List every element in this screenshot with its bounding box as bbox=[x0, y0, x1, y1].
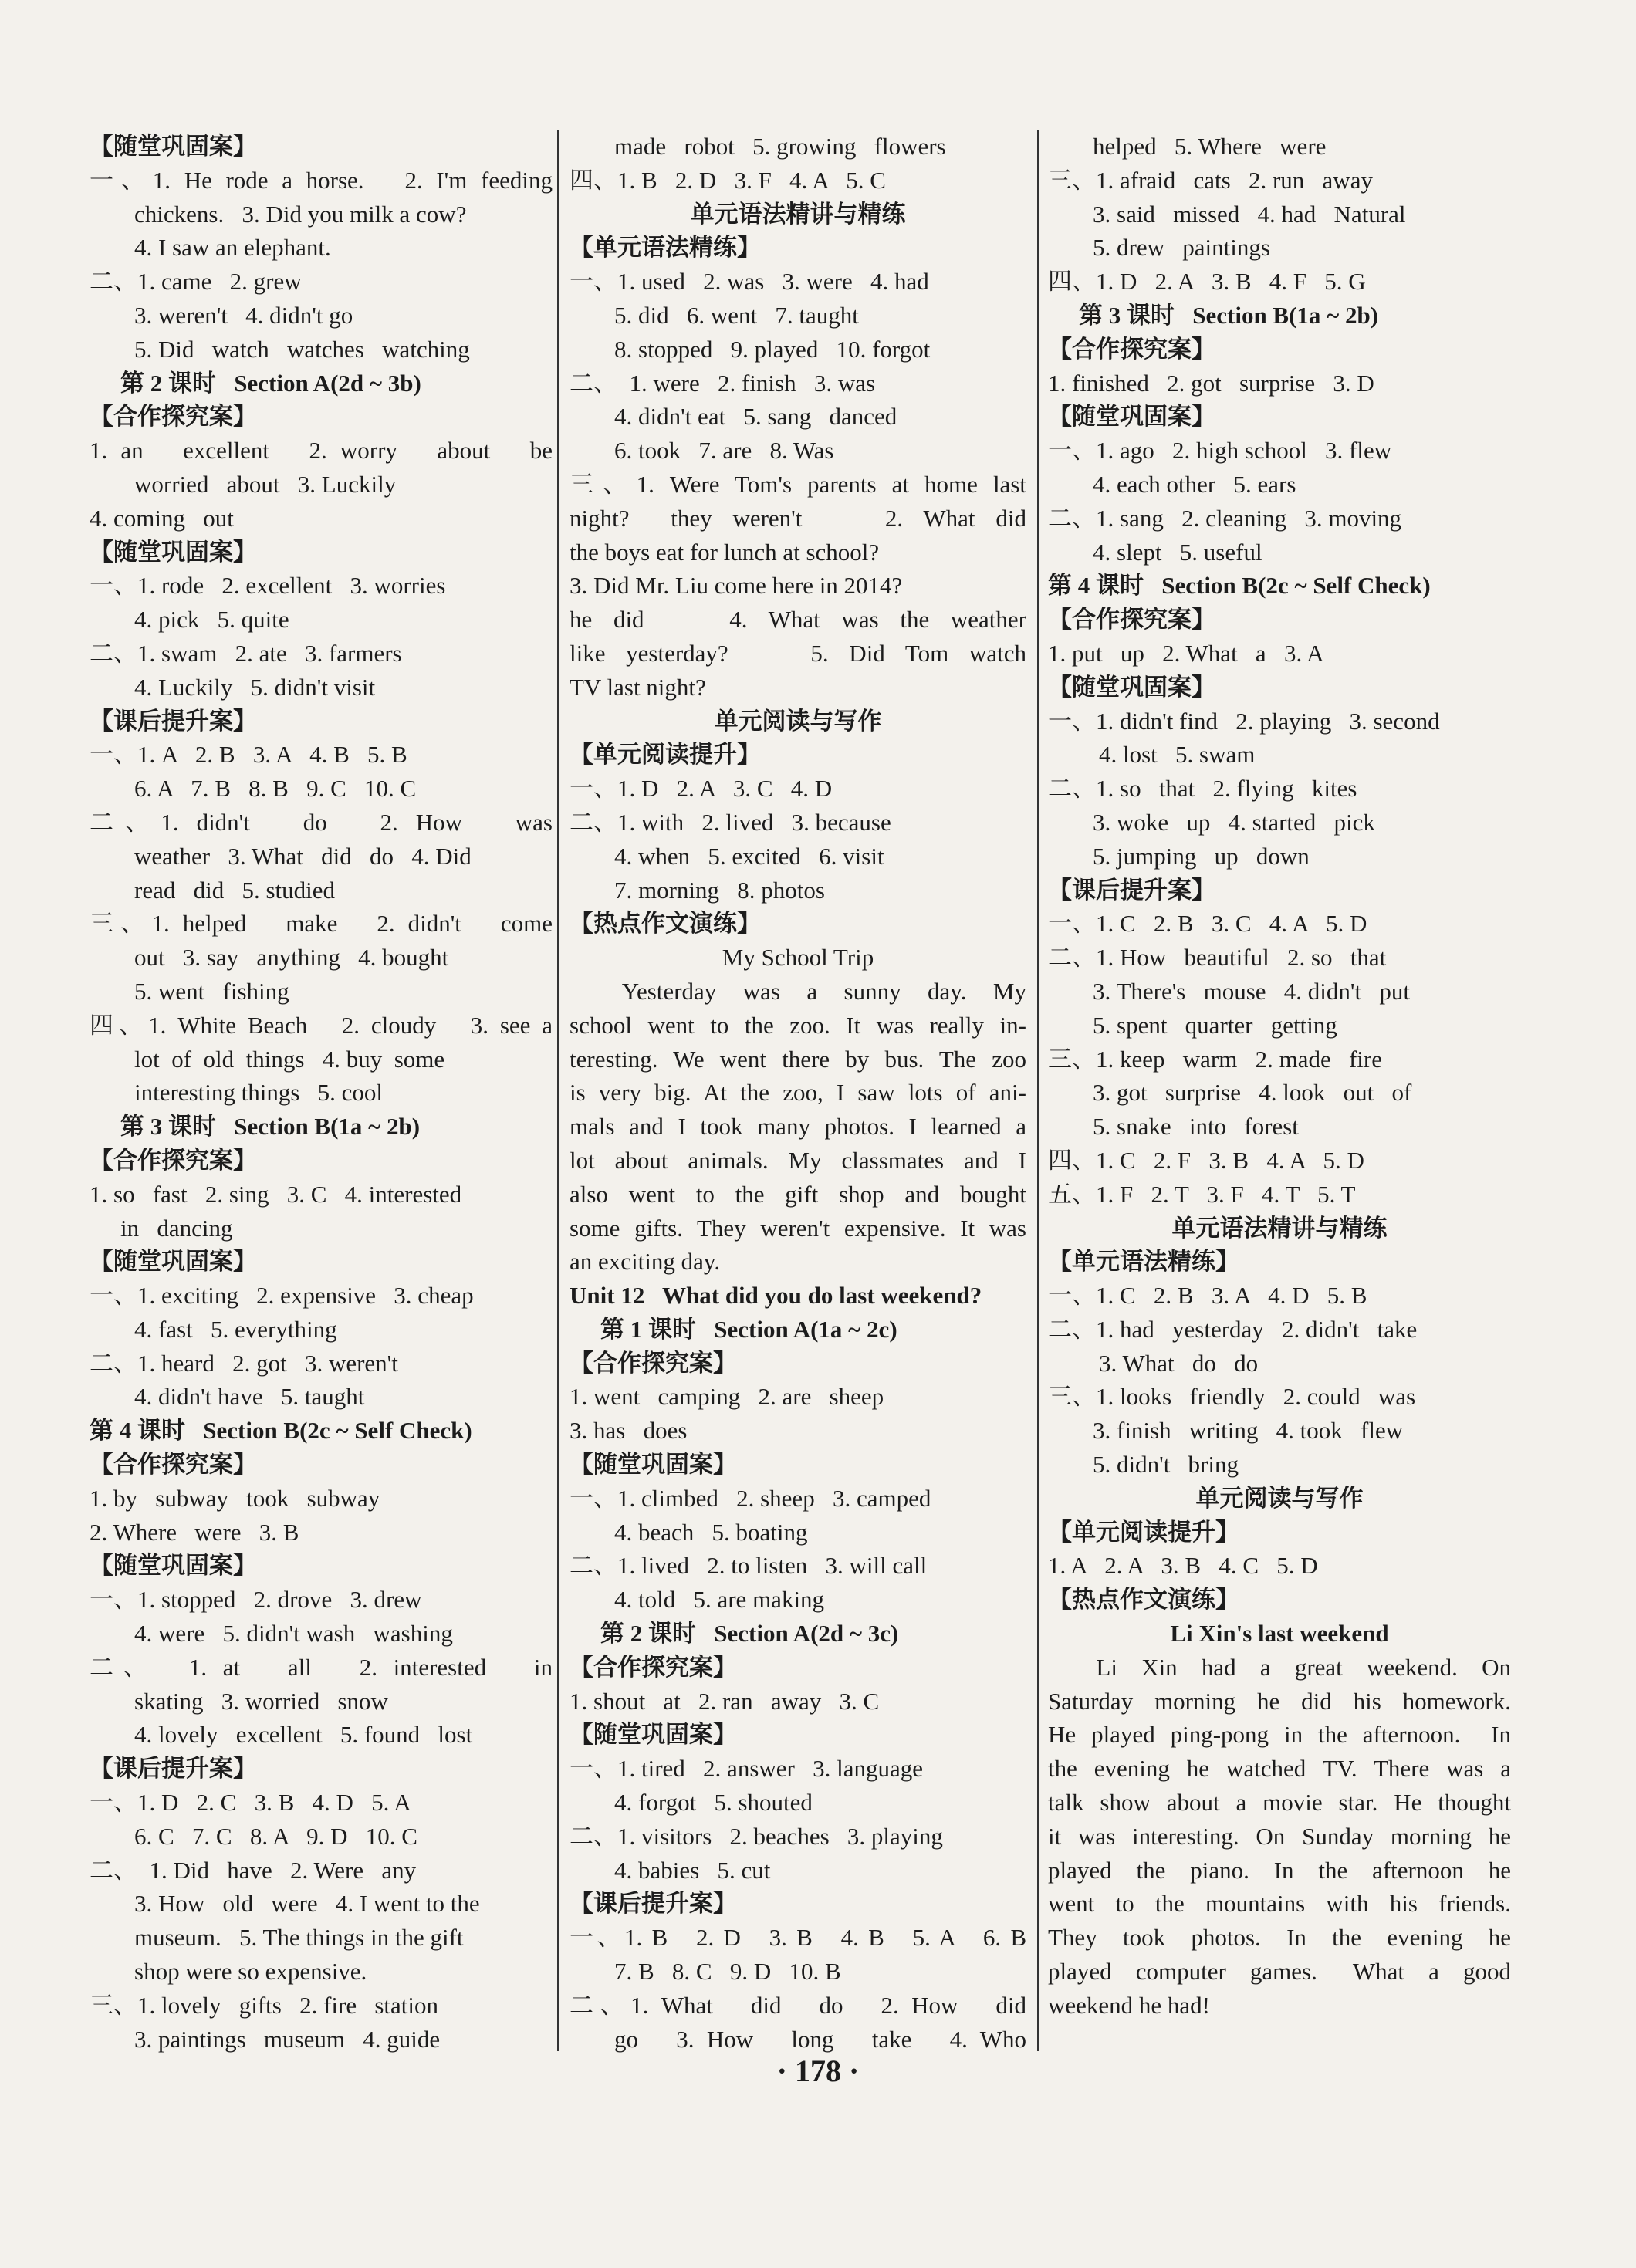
column-divider-right bbox=[1037, 130, 1039, 2051]
section-heading: 第 2 课时 Section A(2d ~ 3c) bbox=[600, 1620, 899, 1648]
answer-line: Saturday morning he did his homework. bbox=[1048, 1687, 1511, 1715]
answer-line: 一、1. rode 2. excellent 3. worries bbox=[90, 572, 446, 600]
answer-line: 6. C 7. C 8. A 9. D 10. C bbox=[134, 1822, 417, 1850]
section-heading: 【随堂巩固案】 bbox=[570, 1451, 737, 1479]
answer-line: 4. beach 5. boating bbox=[614, 1518, 808, 1546]
answer-line: 4. were 5. didn't wash washing bbox=[134, 1620, 453, 1648]
answer-line: lot about animals. My classmates and I bbox=[570, 1146, 1026, 1174]
answer-line: 4. lovely excellent 5. found lost bbox=[134, 1721, 473, 1749]
section-heading: 单元阅读与写作 bbox=[1195, 1484, 1364, 1512]
answer-line: made robot 5. growing flowers bbox=[614, 133, 946, 160]
answer-line: skating 3. worried snow bbox=[134, 1687, 388, 1715]
section-heading: 【合作探究案】 bbox=[570, 1349, 737, 1377]
answer-line: 三、1. keep warm 2. made fire bbox=[1048, 1045, 1383, 1073]
answer-line: 1. put up 2. What a 3. A bbox=[1048, 639, 1324, 667]
answer-line: 4. coming out bbox=[90, 504, 234, 532]
answer-line: 5. did 6. went 7. taught bbox=[614, 301, 859, 329]
answer-line: 二、1. sang 2. cleaning 3. moving bbox=[1048, 504, 1402, 532]
section-heading: 【课后提升案】 bbox=[90, 707, 257, 735]
answer-line: 4. when 5. excited 6. visit bbox=[614, 842, 884, 870]
section-heading: 第 4 课时 Section B(2c ~ Self Check) bbox=[90, 1417, 472, 1445]
answer-line: 一、1. used 2. was 3. were 4. had bbox=[570, 268, 929, 296]
answer-line: 7. morning 8. photos bbox=[614, 876, 825, 904]
answer-line: TV last night? bbox=[570, 673, 706, 701]
answer-column-right bbox=[1048, 130, 1511, 2023]
answer-line: 一、1. climbed 2. sheep 3. camped bbox=[570, 1484, 931, 1512]
answer-line: 三、1. Were Tom's parents at home last bbox=[570, 470, 1026, 498]
section-heading: 【随堂巩固案】 bbox=[90, 1552, 257, 1580]
answer-line: 4. didn't eat 5. sang danced bbox=[614, 403, 897, 431]
answer-line: 3. paintings museum 4. guide bbox=[134, 2025, 441, 2053]
answer-line: 4. fast 5. everything bbox=[134, 1315, 337, 1343]
answer-line: like yesterday? 5. Did Tom watch bbox=[570, 639, 1026, 667]
answer-line: 6. A 7. B 8. B 9. C 10. C bbox=[134, 775, 417, 803]
answer-line: the evening he watched TV. There was a bbox=[1048, 1755, 1511, 1783]
answer-line: out 3. say anything 4. bought bbox=[134, 944, 449, 972]
section-heading: 【课后提升案】 bbox=[90, 1755, 257, 1783]
answer-line: 二、1. had yesterday 2. didn't take bbox=[1048, 1315, 1418, 1343]
answer-line: some gifts. They weren't expensive. It was bbox=[570, 1214, 1026, 1242]
answer-line: 二、1. swam 2. ate 3. farmers bbox=[90, 639, 402, 667]
answer-line: 一、1. B 2. D 3. B 4. B 5. A 6. B bbox=[570, 1924, 1026, 1952]
answer-line: 五、1. F 2. T 3. F 4. T 5. T bbox=[1048, 1180, 1356, 1208]
answer-line: went to the mountains with his friends. bbox=[1048, 1890, 1511, 1918]
answer-line: 4. forgot 5. shouted bbox=[614, 1789, 813, 1817]
answer-line: he did 4. What was the weather bbox=[570, 606, 1026, 634]
section-heading: 【合作探究案】 bbox=[1048, 606, 1215, 634]
answer-line: 二、 1. at all 2. interested in bbox=[90, 1653, 553, 1681]
answer-line: 3. What do do bbox=[1099, 1349, 1259, 1377]
answer-line: 二、 1. were 2. finish 3. was bbox=[570, 369, 876, 397]
answer-line: 一、1. exciting 2. expensive 3. cheap bbox=[90, 1282, 474, 1310]
answer-line: 二、1. visitors 2. beaches 3. playing bbox=[570, 1822, 943, 1850]
answer-line: He played ping-pong in the afternoon. In bbox=[1048, 1721, 1511, 1749]
answer-line: 一、1. stopped 2. drove 3. drew bbox=[90, 1586, 422, 1614]
answer-line: is very big. At the zoo, I saw lots of ani- bbox=[570, 1079, 1026, 1107]
section-heading: 【单元阅读提升】 bbox=[1048, 1518, 1239, 1546]
section-heading: 【随堂巩固案】 bbox=[1048, 673, 1215, 701]
answer-line: 一、1. ago 2. high school 3. flew bbox=[1048, 437, 1392, 465]
section-heading: 【单元语法精练】 bbox=[1048, 1248, 1239, 1276]
section-heading: 第 2 课时 Section A(2d ~ 3b) bbox=[120, 369, 421, 397]
section-heading: 【课后提升案】 bbox=[570, 1890, 737, 1918]
section-heading: 【合作探究案】 bbox=[90, 403, 257, 431]
answer-column-left bbox=[90, 130, 553, 2056]
answer-line: 2. Where were 3. B bbox=[90, 1518, 299, 1546]
answer-column-middle bbox=[570, 130, 1026, 2056]
answer-line: mals and I took many photos. I learned a bbox=[570, 1113, 1026, 1141]
section-heading: 第 3 课时 Section B(1a ~ 2b) bbox=[120, 1113, 421, 1141]
answer-line: go 3. How long take 4. Who bbox=[614, 2025, 1026, 2053]
section-heading: 【合作探究案】 bbox=[1048, 335, 1215, 363]
section-heading: 【单元阅读提升】 bbox=[570, 741, 761, 769]
answer-line: 1. A 2. A 3. B 4. C 5. D bbox=[1048, 1552, 1318, 1580]
answer-line: 一、1. D 2. C 3. B 4. D 5. A bbox=[90, 1789, 411, 1817]
answer-line: lot of old things 4. buy some bbox=[134, 1045, 445, 1073]
section-heading: 【合作探究案】 bbox=[570, 1653, 737, 1681]
answer-line: worried about 3. Luckily bbox=[134, 470, 397, 498]
answer-line: weekend he had! bbox=[1048, 1991, 1211, 2019]
answer-line: an exciting day. bbox=[570, 1248, 721, 1276]
answer-line: played the piano. In the afternoon he bbox=[1048, 1856, 1511, 1884]
section-heading: 【随堂巩固案】 bbox=[90, 1248, 257, 1276]
answer-line: the boys eat for lunch at school? bbox=[570, 538, 880, 566]
answer-line: also went to the gift shop and bought bbox=[570, 1180, 1026, 1208]
answer-line: 1. shout at 2. ran away 3. C bbox=[570, 1687, 880, 1715]
answer-line: helped 5. Where were bbox=[1093, 133, 1327, 160]
section-heading: Unit 12 What did you do last weekend? bbox=[570, 1282, 982, 1310]
answer-line: shop were so expensive. bbox=[134, 1958, 367, 1986]
answer-line: 三、1. helped make 2. didn't come bbox=[90, 910, 553, 938]
answer-line: talk show about a movie star. He thought bbox=[1048, 1789, 1511, 1817]
answer-line: 二、1. with 2. lived 3. because bbox=[570, 808, 891, 836]
answer-line: 1. an excellent 2. worry about be bbox=[90, 437, 553, 465]
answer-line: 4. I saw an elephant. bbox=[134, 234, 331, 262]
section-heading: 【随堂巩固案】 bbox=[90, 538, 257, 566]
answer-line: 7. B 8. C 9. D 10. B bbox=[614, 1958, 841, 1986]
answer-line: 一、1. didn't find 2. playing 3. second bbox=[1048, 707, 1440, 735]
answer-line: 3. woke up 4. started pick bbox=[1093, 808, 1375, 836]
answer-line: teresting. We went there by bus. The zoo bbox=[570, 1045, 1026, 1073]
answer-line: 二、1. didn't do 2. How was bbox=[90, 808, 553, 836]
section-heading: 【随堂巩固案】 bbox=[90, 133, 257, 160]
answer-line: Li Xin had a great weekend. On bbox=[1048, 1653, 1511, 1681]
answer-line: My School Trip bbox=[722, 944, 874, 972]
section-heading: 【随堂巩固案】 bbox=[1048, 403, 1215, 431]
section-heading: 单元阅读与写作 bbox=[714, 707, 882, 735]
section-heading: 第 3 课时 Section B(1a ~ 2b) bbox=[1079, 301, 1379, 329]
answer-line: They took photos. In the evening he bbox=[1048, 1924, 1511, 1952]
section-heading: 【合作探究案】 bbox=[90, 1146, 257, 1174]
answer-line: Yesterday was a sunny day. My bbox=[570, 977, 1026, 1005]
answer-line: museum. 5. The things in the gift bbox=[134, 1924, 464, 1952]
section-heading: 【课后提升案】 bbox=[1048, 876, 1215, 904]
answer-line: 二、1. What did do 2. How did bbox=[570, 1991, 1026, 2019]
answer-line: chickens. 3. Did you milk a cow? bbox=[134, 200, 467, 228]
answer-line: 二、1. so that 2. flying kites bbox=[1048, 775, 1357, 803]
section-heading: 单元语法精讲与精练 bbox=[1171, 1214, 1388, 1242]
answer-line: 3. has does bbox=[570, 1417, 688, 1445]
answer-line: 3. There's mouse 4. didn't put bbox=[1093, 977, 1410, 1005]
section-heading: 【热点作文演练】 bbox=[1048, 1586, 1239, 1614]
answer-line: 一、1. He rode a horse. 2. I'm feeding bbox=[90, 166, 553, 194]
answer-line: 四、1. C 2. F 3. B 4. A 5. D bbox=[1048, 1146, 1364, 1174]
section-heading: 【单元语法精练】 bbox=[570, 234, 761, 262]
answer-line: night? they weren't 2. What did bbox=[570, 504, 1026, 532]
answer-line: 四、1. B 2. D 3. F 4. A 5. C bbox=[570, 166, 886, 194]
answer-line: 6. took 7. are 8. Was bbox=[614, 437, 834, 465]
answer-line: 5. Did watch watches watching bbox=[134, 335, 470, 363]
answer-line: 5. spent quarter getting bbox=[1093, 1011, 1337, 1039]
answer-line: 三、1. lovely gifts 2. fire station bbox=[90, 1991, 439, 2019]
section-heading: Li Xin's last weekend bbox=[1170, 1620, 1389, 1648]
answer-line: 二、1. How beautiful 2. so that bbox=[1048, 944, 1387, 972]
answer-line: 二、1. lived 2. to listen 3. will call bbox=[570, 1552, 928, 1580]
section-heading: 【合作探究案】 bbox=[90, 1451, 257, 1479]
answer-line: 1. by subway took subway bbox=[90, 1484, 380, 1512]
answer-line: 一、1. tired 2. answer 3. language bbox=[570, 1755, 923, 1783]
answer-line: 5. drew paintings bbox=[1093, 234, 1270, 262]
answer-line: 一、1. C 2. B 3. A 4. D 5. B bbox=[1048, 1282, 1367, 1310]
answer-line: 4. Luckily 5. didn't visit bbox=[134, 673, 376, 701]
answer-line: 5. didn't bring bbox=[1093, 1451, 1239, 1479]
answer-line: 5. snake into forest bbox=[1093, 1113, 1299, 1141]
answer-line: 四、1. White Beach 2. cloudy 3. see a bbox=[90, 1011, 553, 1039]
answer-line: 4. slept 5. useful bbox=[1093, 538, 1262, 566]
column-divider-left bbox=[557, 130, 559, 2051]
answer-line: 3. finish writing 4. took flew bbox=[1093, 1417, 1404, 1445]
answer-line: 三、1. afraid cats 2. run away bbox=[1048, 166, 1373, 194]
answer-line: 5. went fishing bbox=[134, 977, 289, 1005]
section-heading: 【随堂巩固案】 bbox=[570, 1721, 737, 1749]
answer-line: interesting things 5. cool bbox=[134, 1079, 384, 1107]
answer-line: 二、1. heard 2. got 3. weren't bbox=[90, 1349, 398, 1377]
section-heading: 【热点作文演练】 bbox=[570, 910, 761, 938]
answer-line: read did 5. studied bbox=[134, 876, 336, 904]
answer-line: 5. jumping up down bbox=[1093, 842, 1310, 870]
answer-line: 8. stopped 9. played 10. forgot bbox=[614, 335, 931, 363]
answer-line: 4. told 5. are making bbox=[614, 1586, 825, 1614]
answer-line: 3. said missed 4. had Natural bbox=[1093, 200, 1406, 228]
answer-line: 3. Did Mr. Liu come here in 2014? bbox=[570, 572, 903, 600]
answer-line: 4. babies 5. cut bbox=[614, 1856, 771, 1884]
answer-line: 4. pick 5. quite bbox=[134, 606, 289, 634]
answer-line: 3. got surprise 4. look out of bbox=[1093, 1079, 1412, 1107]
section-heading: 第 4 课时 Section B(2c ~ Self Check) bbox=[1048, 572, 1431, 600]
answer-line: weather 3. What did do 4. Did bbox=[134, 842, 472, 870]
section-heading: 单元语法精讲与精练 bbox=[690, 200, 906, 228]
answer-line: 3. weren't 4. didn't go bbox=[134, 301, 353, 329]
answer-line: 三、1. looks friendly 2. could was bbox=[1048, 1383, 1416, 1411]
answer-line: 4. didn't have 5. taught bbox=[134, 1383, 365, 1411]
answer-line: 一、1. D 2. A 3. C 4. D bbox=[570, 775, 833, 803]
answer-line: it was interesting. On Sunday morning he bbox=[1048, 1822, 1511, 1850]
answer-line: 四、1. D 2. A 3. B 4. F 5. G bbox=[1048, 268, 1366, 296]
answer-line: 一、1. C 2. B 3. C 4. A 5. D bbox=[1048, 910, 1367, 938]
answer-line: 1. went camping 2. are sheep bbox=[570, 1383, 884, 1411]
answer-line: 1. finished 2. got surprise 3. D bbox=[1048, 369, 1374, 397]
page-number: · 178 · bbox=[776, 2053, 860, 2088]
answer-line: played computer games. What a good bbox=[1048, 1958, 1511, 1986]
answer-line: school went to the zoo. It was really in- bbox=[570, 1011, 1026, 1039]
answer-line: 二、 1. Did have 2. Were any bbox=[90, 1856, 417, 1884]
answer-line: 1. so fast 2. sing 3. C 4. interested bbox=[90, 1180, 462, 1208]
answer-line: 3. How old were 4. I went to the bbox=[134, 1890, 480, 1918]
section-heading: 第 1 课时 Section A(1a ~ 2c) bbox=[600, 1315, 897, 1343]
answer-line: 4. lost 5. swam bbox=[1099, 741, 1256, 769]
answer-line: in dancing bbox=[120, 1214, 233, 1242]
answer-line: 二、1. came 2. grew bbox=[90, 268, 302, 296]
answer-line: 4. each other 5. ears bbox=[1093, 470, 1296, 498]
answer-line: 一、1. A 2. B 3. A 4. B 5. B bbox=[90, 741, 407, 769]
